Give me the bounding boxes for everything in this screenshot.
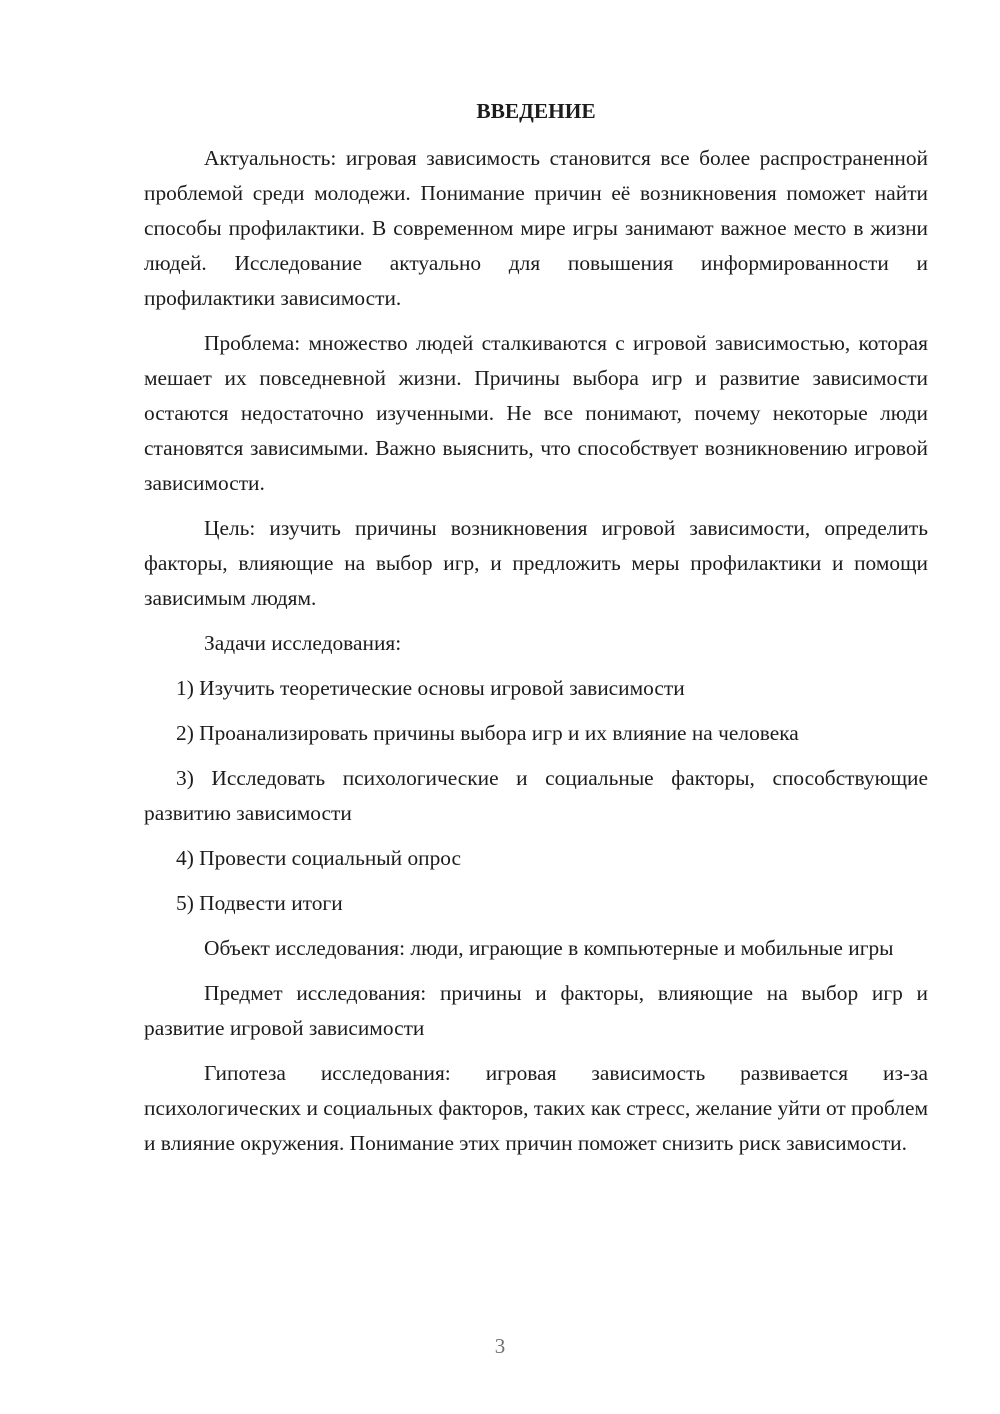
task-item-2: 2) Проанализировать причины выбора игр и их влияние на человека bbox=[176, 721, 799, 745]
page-number: 3 bbox=[494, 1334, 506, 1358]
paragraph-goal: Цель: изучить причины возникновения игровой зависимости, определить факторы, влияющие на выбор игр, и предложить меры профилактики и помощи зависимым людям. bbox=[144, 516, 928, 610]
task-item-4: 4) Провести социальный опрос bbox=[176, 846, 462, 870]
task-item-5: 5) Подвести итоги bbox=[176, 891, 343, 915]
page-content bbox=[144, 94, 928, 1171]
paragraph-hypothesis: Гипотеза исследования: игровая зависимость развивается из-за психологических и социальных факторов, таких как стресс, желание уйти от проблем и влияние окружения. Понимание этих причин поможет снизить риск зависимости. bbox=[144, 1061, 928, 1155]
task-item-1: 1) Изучить теоретические основы игровой зависимости bbox=[176, 676, 685, 700]
page-title: ВВЕДЕНИЕ bbox=[476, 99, 596, 123]
paragraph-relevance: Актуальность: игровая зависимость становится все более распространенной проблемой среди молодежи. Понимание причин её возникновения поможет найти способы профилактики. В современном мире игры занимают важное место в жизни людей. Исследование актуально для повышения информированности и профилактики зависимости. bbox=[144, 146, 928, 310]
tasks-heading: Задачи исследования: bbox=[204, 631, 402, 655]
paragraph-subject: Предмет исследования: причины и факторы, влияющие на выбор игр и развитие игровой зависимости bbox=[144, 981, 928, 1040]
paragraph-problem: Проблема: множество людей сталкиваются с игровой зависимостью, которая мешает их повседневной жизни. Причины выбора игр и развитие зависимости остаются недостаточно изученными. Не все понимают, почему некоторые люди становятся зависимыми. Важно выяснить, что способствует возникновению игровой зависимости. bbox=[144, 331, 928, 495]
task-item-3: 3) Исследовать психологические и социальные факторы, способствующие развитию зависимости bbox=[144, 766, 928, 825]
paragraph-object: Объект исследования: люди, играющие в компьютерные и мобильные игры bbox=[204, 936, 894, 960]
